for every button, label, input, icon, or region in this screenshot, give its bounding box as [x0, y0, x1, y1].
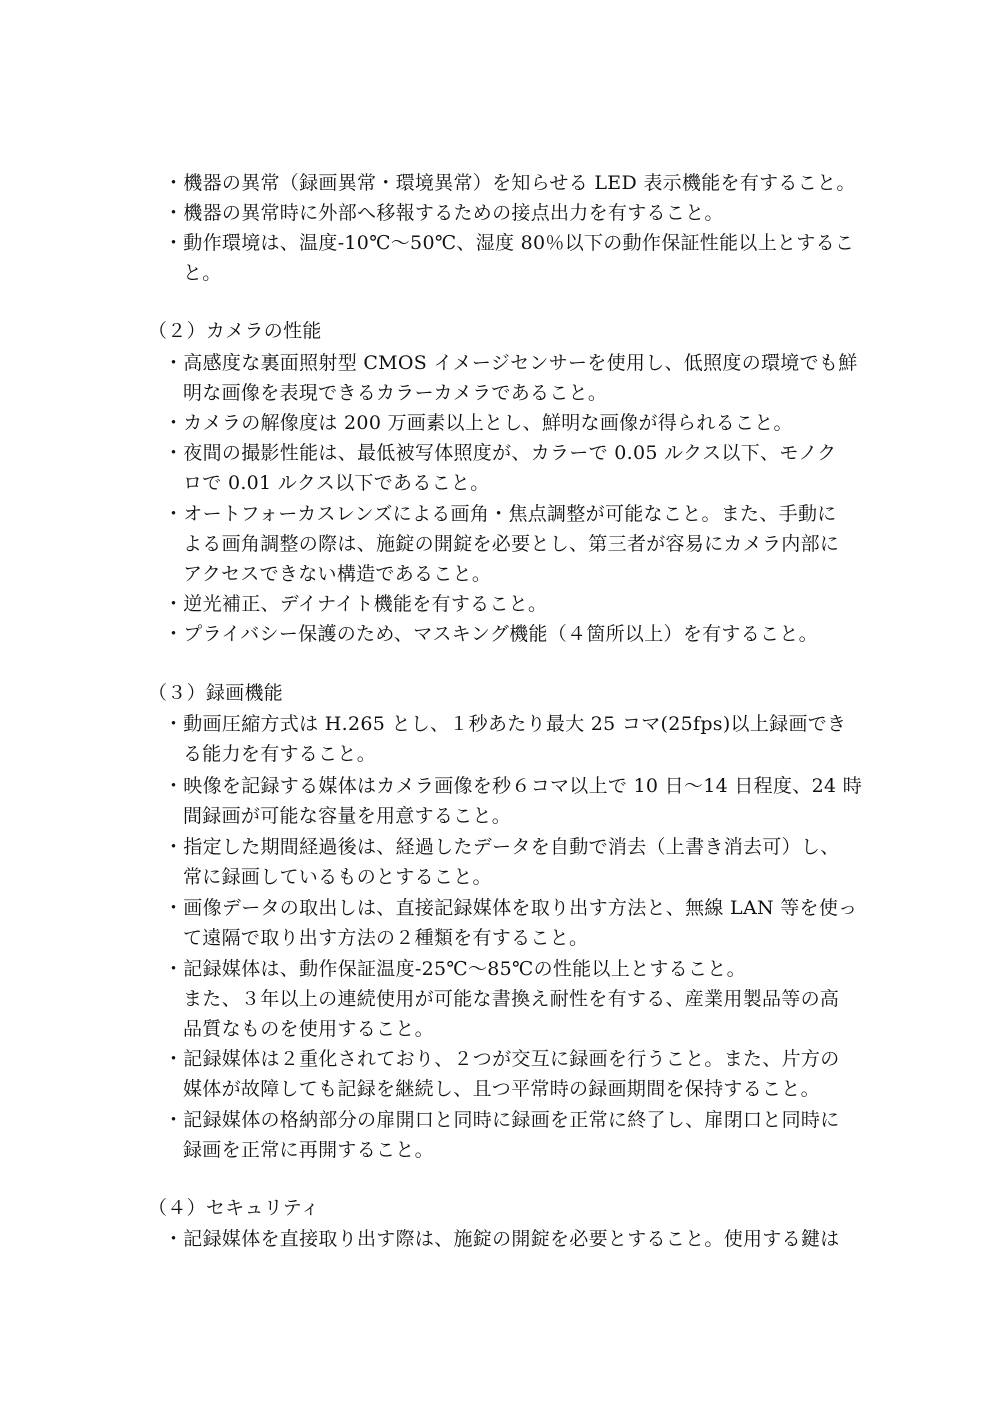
list-item: ・夜間の撮影性能は、最低被写体照度が、カラーで 0.05 ルクス以下、モノク [164, 442, 837, 464]
list-item: ・映像を記録する媒体はカメラ画像を秒６コマ以上で 10 日～14 日程度、24 時 [164, 775, 862, 797]
list-item: ・記録媒体は２重化されており、２つが交互に録画を行うこと。また、片方の [164, 1048, 840, 1070]
list-item: ・機器の異常（録画異常・環境異常）を知らせる LED 表示機能を有すること。 [164, 172, 856, 194]
list-item: ・指定した期間経過後は、経過したデータを自動で消去（上書き消去可）し、 [164, 836, 840, 858]
section-heading: （３）録画機能 [148, 682, 284, 704]
list-item: ・記録媒体を直接取り出す際は、施錠の開錠を必要とすること。使用する鍵は [164, 1228, 840, 1250]
list-item: ・カメラの解像度は 200 万画素以上とし、鮮明な画像が得られること。 [164, 412, 793, 434]
list-item: ・動作環境は、温度-10℃～50℃、湿度 80％以下の動作保証性能以上とするこ [164, 232, 855, 254]
list-item: ・プライバシー保護のため、マスキング機能（４箇所以上）を有すること。 [164, 623, 818, 645]
list-item: ・記録媒体の格納部分の扉開口と同時に録画を正常に終了し、扉閉口と同時に [164, 1109, 840, 1131]
list-item: ・逆光補正、デイナイト機能を有すること。 [164, 593, 548, 615]
list-item: ・オートフォーカスレンズによる画角・焦点調整が可能なこと。また、手動に [164, 503, 837, 525]
list-item: ・画像データの取出しは、直接記録媒体を取り出す方法と、無線 LAN 等を使っ [164, 897, 858, 919]
list-item-continuation: 品質なものを使用すること。 [183, 1018, 434, 1040]
list-item: ・動画圧縮方式は H.265 とし、１秒あたり最大 25 コマ(25fps)以上録画でき [164, 713, 847, 735]
list-item-continuation: と。 [183, 262, 222, 284]
list-item-continuation: 間録画が可能な容量を用意すること。 [183, 805, 512, 827]
list-item-continuation: る能力を有すること。 [183, 743, 377, 765]
list-item-continuation: 録画を正常に再開すること。 [183, 1139, 434, 1161]
list-item: ・高感度な裏面照射型 CMOS イメージセンサーを使用し、低照度の環境でも鮮 [164, 352, 858, 374]
list-item-continuation: 常に録画しているものとすること。 [183, 866, 492, 888]
list-item-continuation: アクセスできない構造であること。 [183, 563, 492, 585]
section-heading: （４）セキュリティ [148, 1197, 320, 1219]
section-heading: （２）カメラの性能 [148, 320, 322, 342]
list-item-continuation: 明な画像を表現できるカラーカメラであること。 [183, 382, 608, 404]
list-item-continuation: また、３年以上の連続使用が可能な書換え耐性を有する、産業用製品等の高 [183, 988, 840, 1010]
list-item: ・記録媒体は、動作保証温度-25℃～85℃の性能以上とすること。 [164, 958, 746, 980]
list-item: ・機器の異常時に外部へ移報するための接点出力を有すること。 [164, 202, 724, 224]
list-item-continuation: て遠隔で取り出す方法の２種類を有すること。 [183, 927, 589, 949]
list-item-continuation: 媒体が故障しても記録を継続し、且つ平常時の録画期間を保持すること。 [183, 1078, 820, 1100]
list-item-continuation: よる画角調整の際は、施錠の開錠を必要とし、第三者が容易にカメラ内部に [183, 533, 840, 555]
list-item-continuation: ロで 0.01 ルクス以下であること。 [183, 472, 490, 494]
